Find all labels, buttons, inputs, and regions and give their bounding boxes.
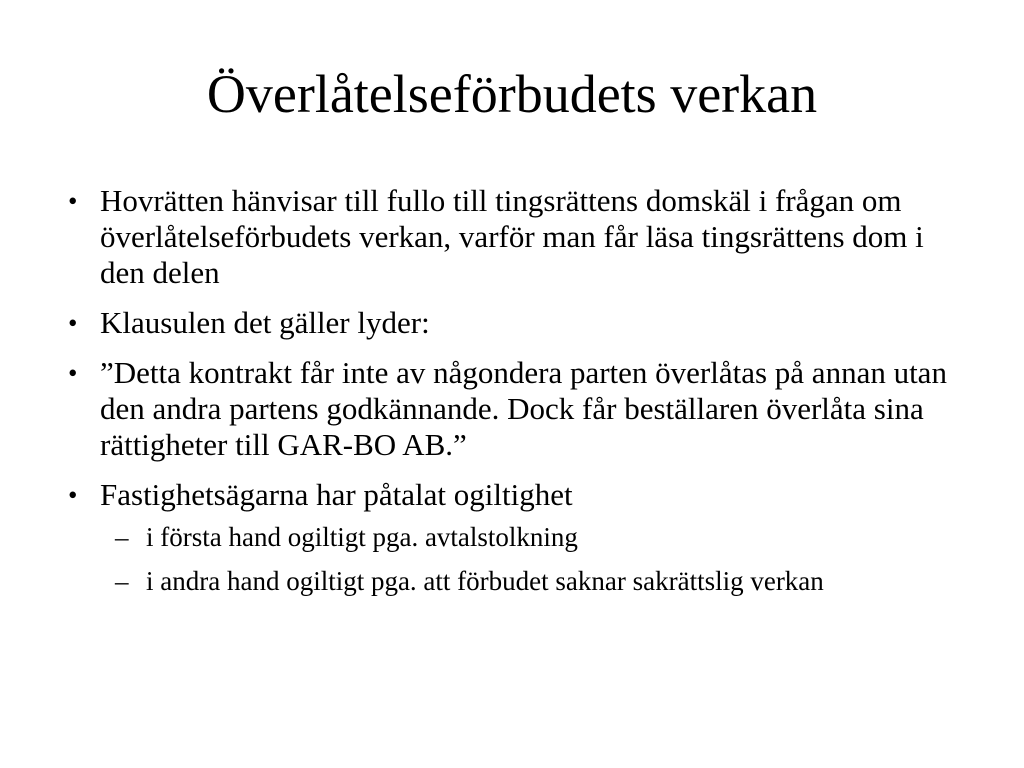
bullet-text: Fastighetsägarna har påtalat ogiltighet bbox=[100, 477, 573, 512]
bullet-marker: • bbox=[68, 480, 78, 510]
sub-bullet-item bbox=[100, 521, 960, 553]
bullet-marker: • bbox=[68, 308, 78, 338]
bullet-marker: • bbox=[68, 358, 78, 388]
sub-bullet-text: i andra hand ogiltigt pga. att förbudet saknar sakrättslig verkan bbox=[146, 566, 824, 596]
bullet-item bbox=[60, 477, 960, 597]
sub-bullet-item bbox=[100, 565, 960, 597]
slide-title: Överlåtelseförbudets verkan bbox=[206, 64, 818, 124]
bullet-text: Hovrätten hänvisar till fullo till tingsrättens domskäl i frågan om överlåtelseförbudets verkan, varför man får läsa tingsrättens dom i den delen bbox=[100, 183, 924, 290]
sub-bullet-list bbox=[100, 521, 960, 597]
sub-bullet-marker: – bbox=[115, 566, 129, 596]
bullet-marker: • bbox=[68, 186, 78, 216]
bullet-item bbox=[60, 305, 960, 341]
bullet-text: Klausulen det gäller lyder: bbox=[100, 305, 430, 340]
bullet-list bbox=[60, 183, 960, 611]
sub-bullet-text: i första hand ogiltigt pga. avtalstolkning bbox=[146, 522, 578, 552]
bullet-item bbox=[60, 355, 960, 463]
bullet-item bbox=[60, 183, 960, 291]
sub-bullet-marker: – bbox=[115, 522, 129, 552]
bullet-text: ”Detta kontrakt får inte av någondera parten överlåtas på annan utan den andra partens godkännande. Dock får beställaren överlåta sina rättigheter till GAR-BO AB.” bbox=[100, 355, 947, 462]
